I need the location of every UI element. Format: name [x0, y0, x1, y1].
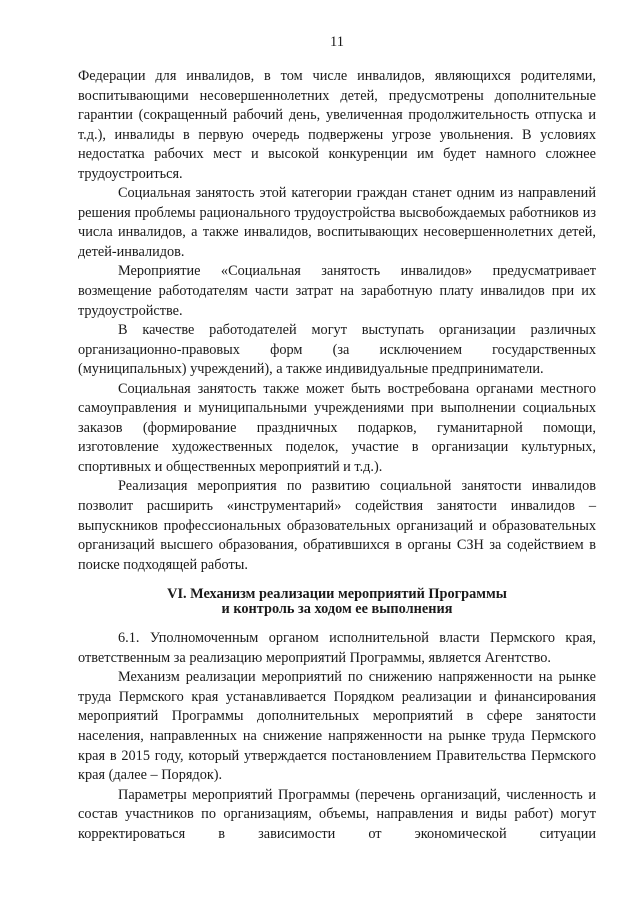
section-heading-line-2: и контроль за ходом ее выполнения — [221, 601, 453, 618]
paragraph-2: Социальная занятость этой категории граждан станет одним из направлений решения проблемы рационального трудоустройства высвобождаемых работников из числа инвалидов, а также инвалидов, воспитывающих несовершеннолетних детей, детей-инвалидов. — [78, 185, 596, 260]
paragraph-7: 6.1. Уполномоченным органом исполнительной власти Пермского края, ответственным за реализацию мероприятий Программы, является Агентство. — [78, 630, 596, 666]
document-body — [78, 67, 596, 844]
paragraph-5: Социальная занятость также может быть востребована органами местного самоуправления и муниципальными учреждениями при выполнении социальных заказов (формирование праздничных подарков, гуманитарной помощи, изготовление художественных поделок, участие в организации культурных, спортивных и общественных мероприятий и т.д.). — [78, 380, 596, 475]
page-number: 11 — [330, 34, 344, 50]
section-heading — [78, 587, 596, 617]
paragraph-1: Федерации для инвалидов, в том числе инвалидов, являющихся родителями, воспитывающими несовершеннолетних детей, предусмотрены дополнительные гарантии (сокращенный рабочий день, увеличенная продолжительность отпуска и т.д.), инвалиды в первую очередь подвержены угрозе увольнения. В условиях недостатка рабочих мест и высокой конкуренции им будет намного сложнее трудоустроиться. — [78, 68, 596, 182]
paragraph-3: Мероприятие «Социальная занятость инвалидов» предусматривает возмещение работодателям части затрат на заработную плату инвалидов при их трудоустройстве. — [78, 263, 596, 319]
paragraph-9: Параметры мероприятий Программы (перечень организаций, численность и состав участников по организациям, объемы, направления и виды работ) могут корректироваться в зависимости от экономической ситуации — [78, 786, 596, 842]
paragraph-4: В качестве работодателей могут выступать организации различных организационно-правовых форм (за исключением государственных (муниципальных) учреждений), а также индивидуальные предприниматели. — [78, 322, 596, 378]
paragraph-6: Реализация мероприятия по развитию социальной занятости инвалидов позволит расширить «инструментарий» содействия занятости инвалидов – выпускников профессиональных образовательных организаций и образовательных организаций высшего образования, обратившихся в органы СЗН за содействием в поиске подходящей работы. — [78, 478, 596, 573]
section-heading-line-1: VI. Механизм реализации мероприятий Программы — [167, 586, 507, 603]
paragraph-8: Механизм реализации мероприятий по снижению напряженности на рынке труда Пермского края устанавливается Порядком реализации и финансирования мероприятий Программы дополнительных мероприятий в сфере занятости населения, направленных на снижение напряженности на рынке труда Пермского края в 2015 году, который утверждается постановлением Правительства Пермского края (далее – Порядок). — [78, 669, 596, 784]
